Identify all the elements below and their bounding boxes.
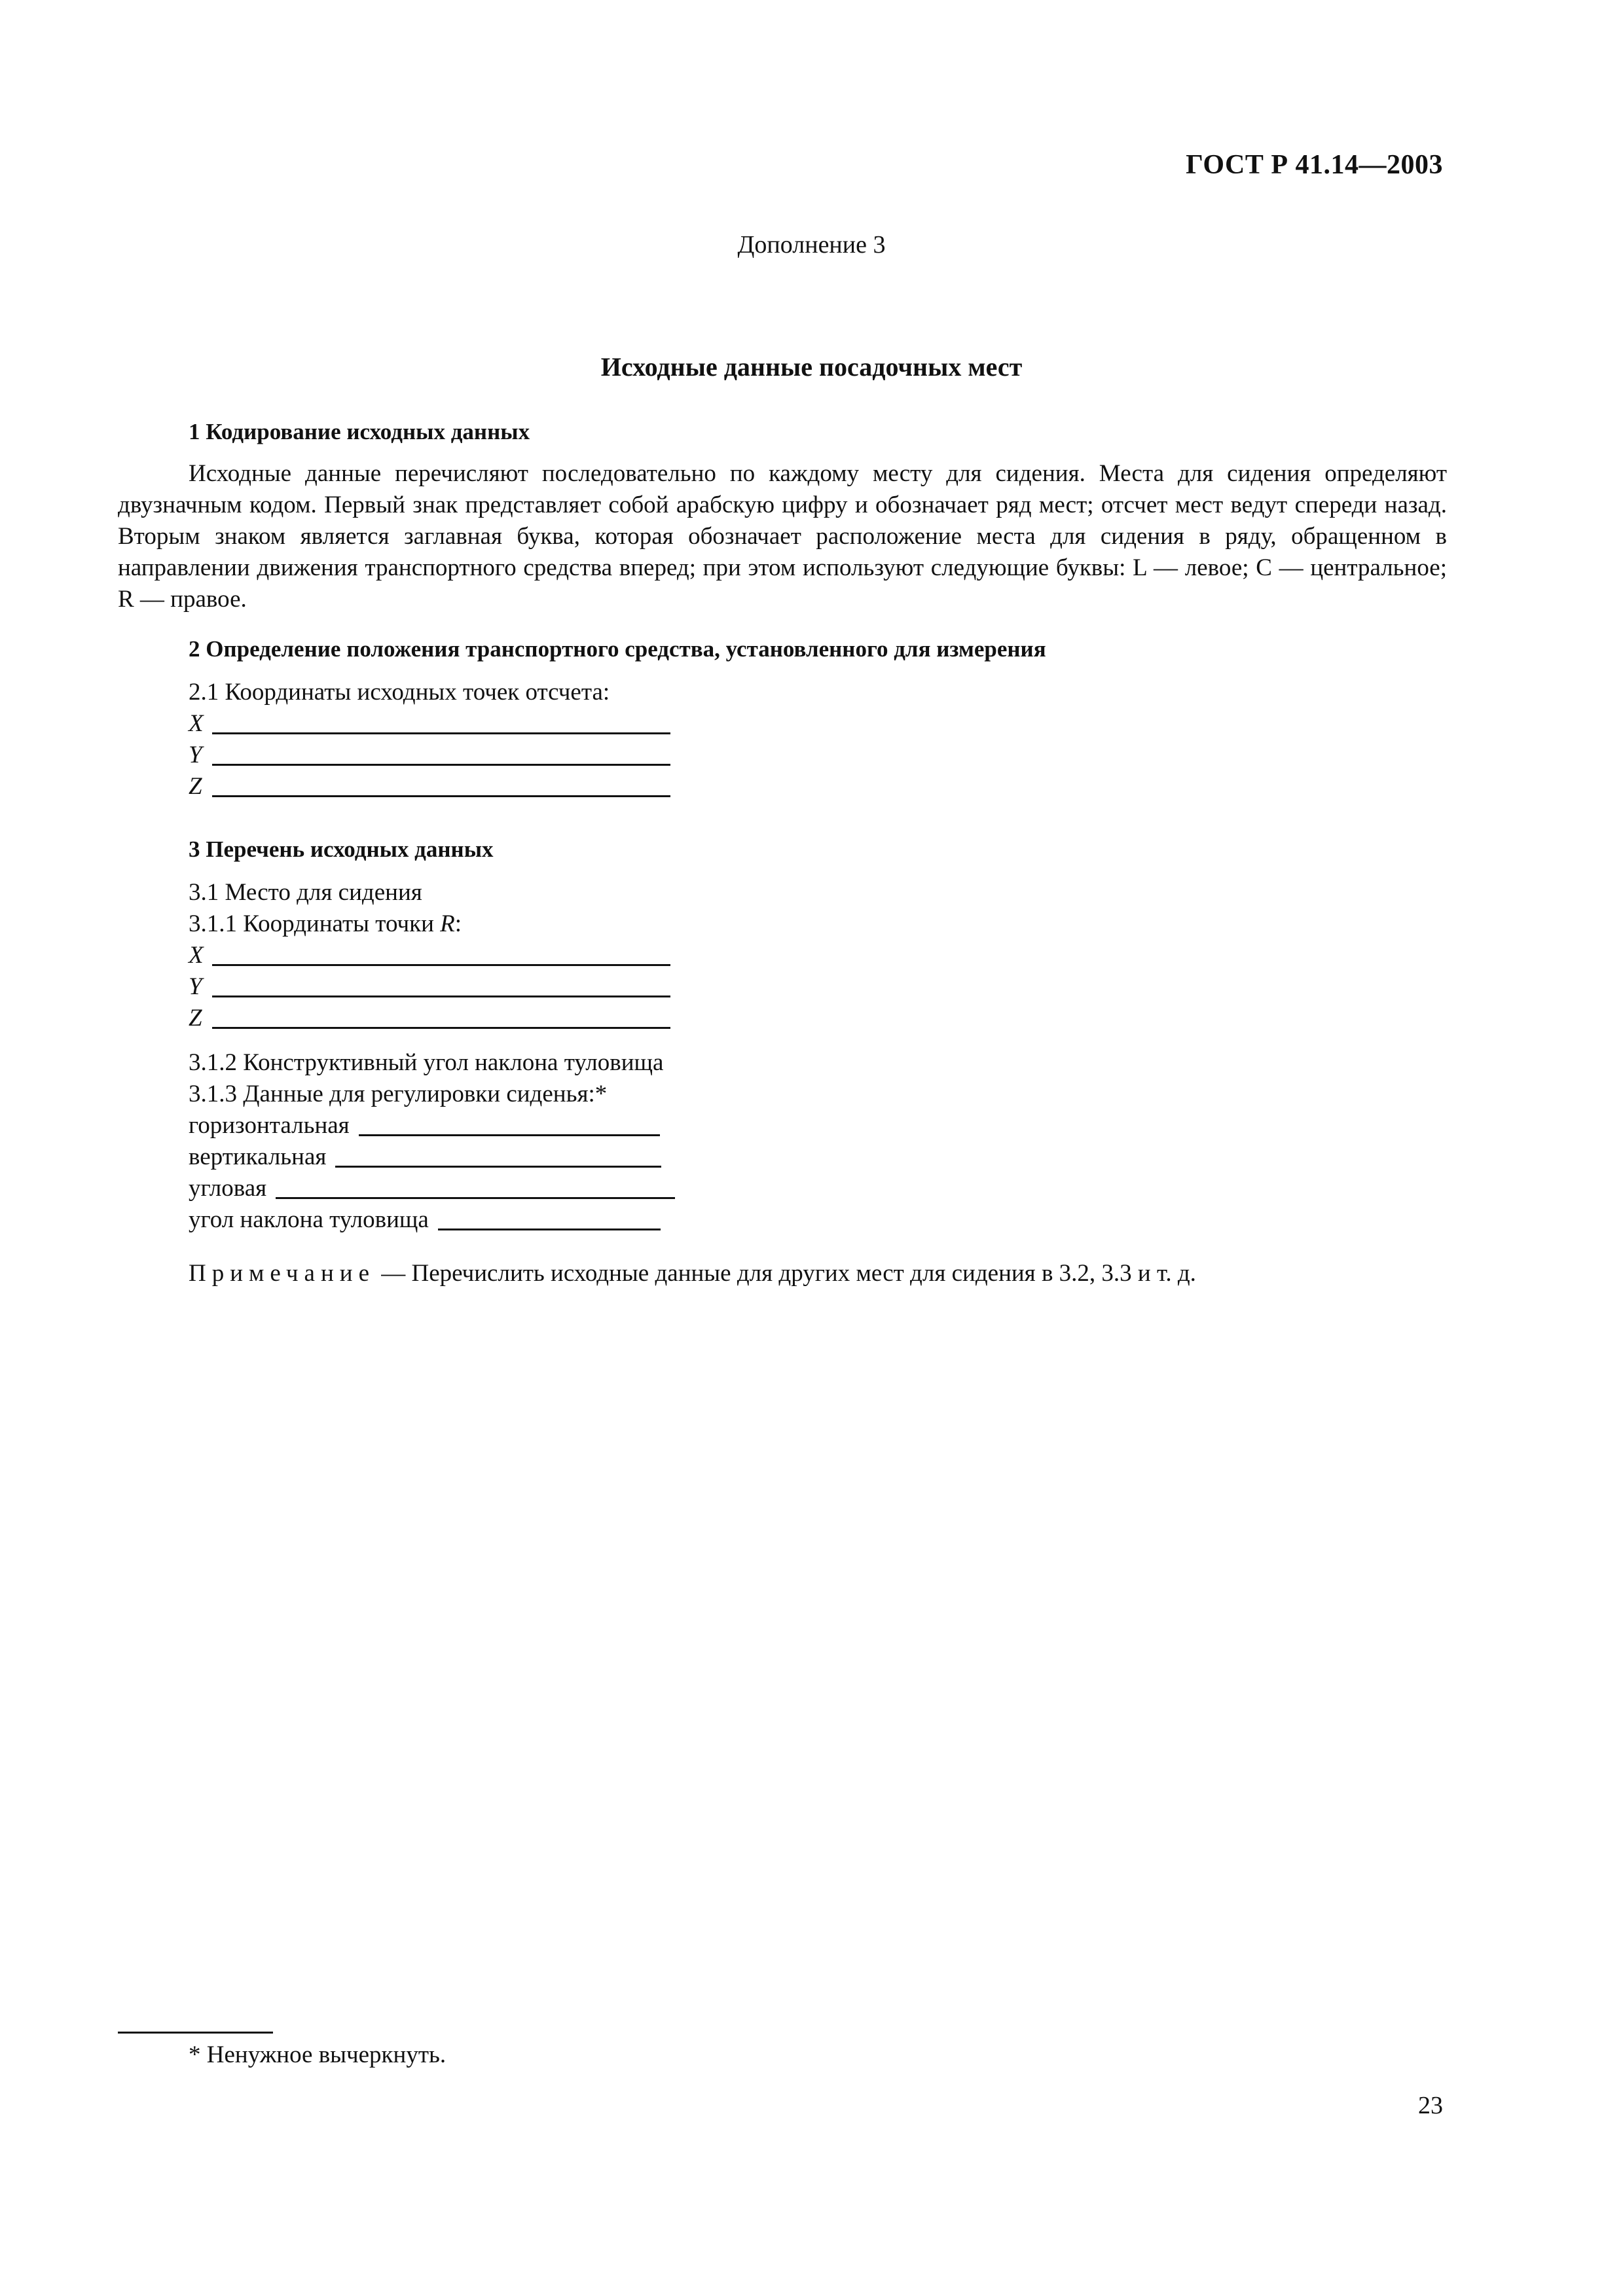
blank-line[interactable] [212,972,670,997]
note [118,1258,1447,1289]
coord-z-label: Z [189,773,202,800]
adjust-angular-field[interactable] [118,1173,1447,1204]
section-3 [118,836,1447,1289]
section-2-heading: 2 Определение положения транспортного средства, установленного для измерения [189,636,1046,662]
note-label: Примечание [189,1260,375,1287]
coord-z-label: Z [189,1005,202,1031]
blank-line[interactable] [212,941,670,966]
coord-z-field-2[interactable] [118,771,1447,802]
section-1 [118,419,1447,615]
section-2 [118,636,1447,802]
blank-line[interactable] [276,1174,675,1199]
coord-x-label: X [189,942,204,969]
blank-line[interactable] [212,709,670,734]
coord-y-label: Y [189,973,202,1000]
blank-line[interactable] [335,1142,661,1168]
coord-y-field-3[interactable] [118,971,1447,1003]
section-1-paragraph: Исходные данные перечисляют последовательно по каждому месту для сидения. Места для сидения определяют двузначным кодом. Первый знак представляет собой арабскую цифру и обозначает ряд мест; отсчет мест ведут спереди назад. Вторым знаком является заглавная буква, которая обозначает расположение места для сидения в ряду, обращенном в направлении движения транспортного средства вперед; при этом используют следующие буквы: L — левое; C — центральное; R — правое. [118,460,1447,613]
adjust-horizontal-label: горизонтальная [189,1112,350,1139]
item-3-1-3: 3.1.3 Данные для регулировки сиденья:* [189,1081,608,1107]
coord-y-label: Y [189,742,202,768]
note-text: — Перечислить исходные данные для других мест для сидения в 3.2, 3.3 и т. д. [375,1260,1196,1287]
coord-x-label: X [189,710,204,737]
coord-x-field-3[interactable] [118,940,1447,971]
standard-code: ГОСТ Р 41.14—2003 [1186,150,1443,180]
footnote-divider [118,2032,273,2034]
supplement-label: Дополнение 3 [737,231,886,259]
blank-line[interactable] [438,1205,661,1230]
section-1-heading: 1 Кодирование исходных данных [189,419,530,444]
item-3-1-2: 3.1.2 Конструктивный угол наклона туловища [189,1049,664,1076]
point-r-label: R [440,910,455,937]
blank-line[interactable] [359,1111,660,1136]
footnote: * Ненужное вычеркнуть. [189,2041,447,2068]
coord-y-field-2[interactable] [118,740,1447,771]
page-number: 23 [1418,2092,1443,2119]
adjust-vertical-label: вертикальная [189,1143,327,1170]
coord-z-field-3[interactable] [118,1003,1447,1034]
item-3-1-1-suffix: : [454,910,462,937]
item-3-1: 3.1 Место для сидения [189,879,422,906]
blank-line[interactable] [212,740,670,766]
adjust-torso-angle-label: угол наклона туловища [189,1206,429,1233]
item-2-1: 2.1 Координаты исходных точек отсчета: [189,679,610,706]
adjust-vertical-field[interactable] [118,1141,1447,1173]
item-3-1-1-prefix: 3.1.1 Координаты точки [189,910,441,937]
adjust-horizontal-field[interactable] [118,1110,1447,1141]
adjust-torso-angle-field[interactable] [118,1204,1447,1236]
blank-line[interactable] [212,1003,670,1029]
document-title: Исходные данные посадочных мест [600,352,1023,382]
section-3-heading: 3 Перечень исходных данных [189,836,494,862]
item-3-1-1 [118,908,1447,940]
blank-line[interactable] [212,772,670,797]
adjust-angular-label: угловая [189,1175,267,1202]
coord-x-field-2[interactable] [118,708,1447,740]
